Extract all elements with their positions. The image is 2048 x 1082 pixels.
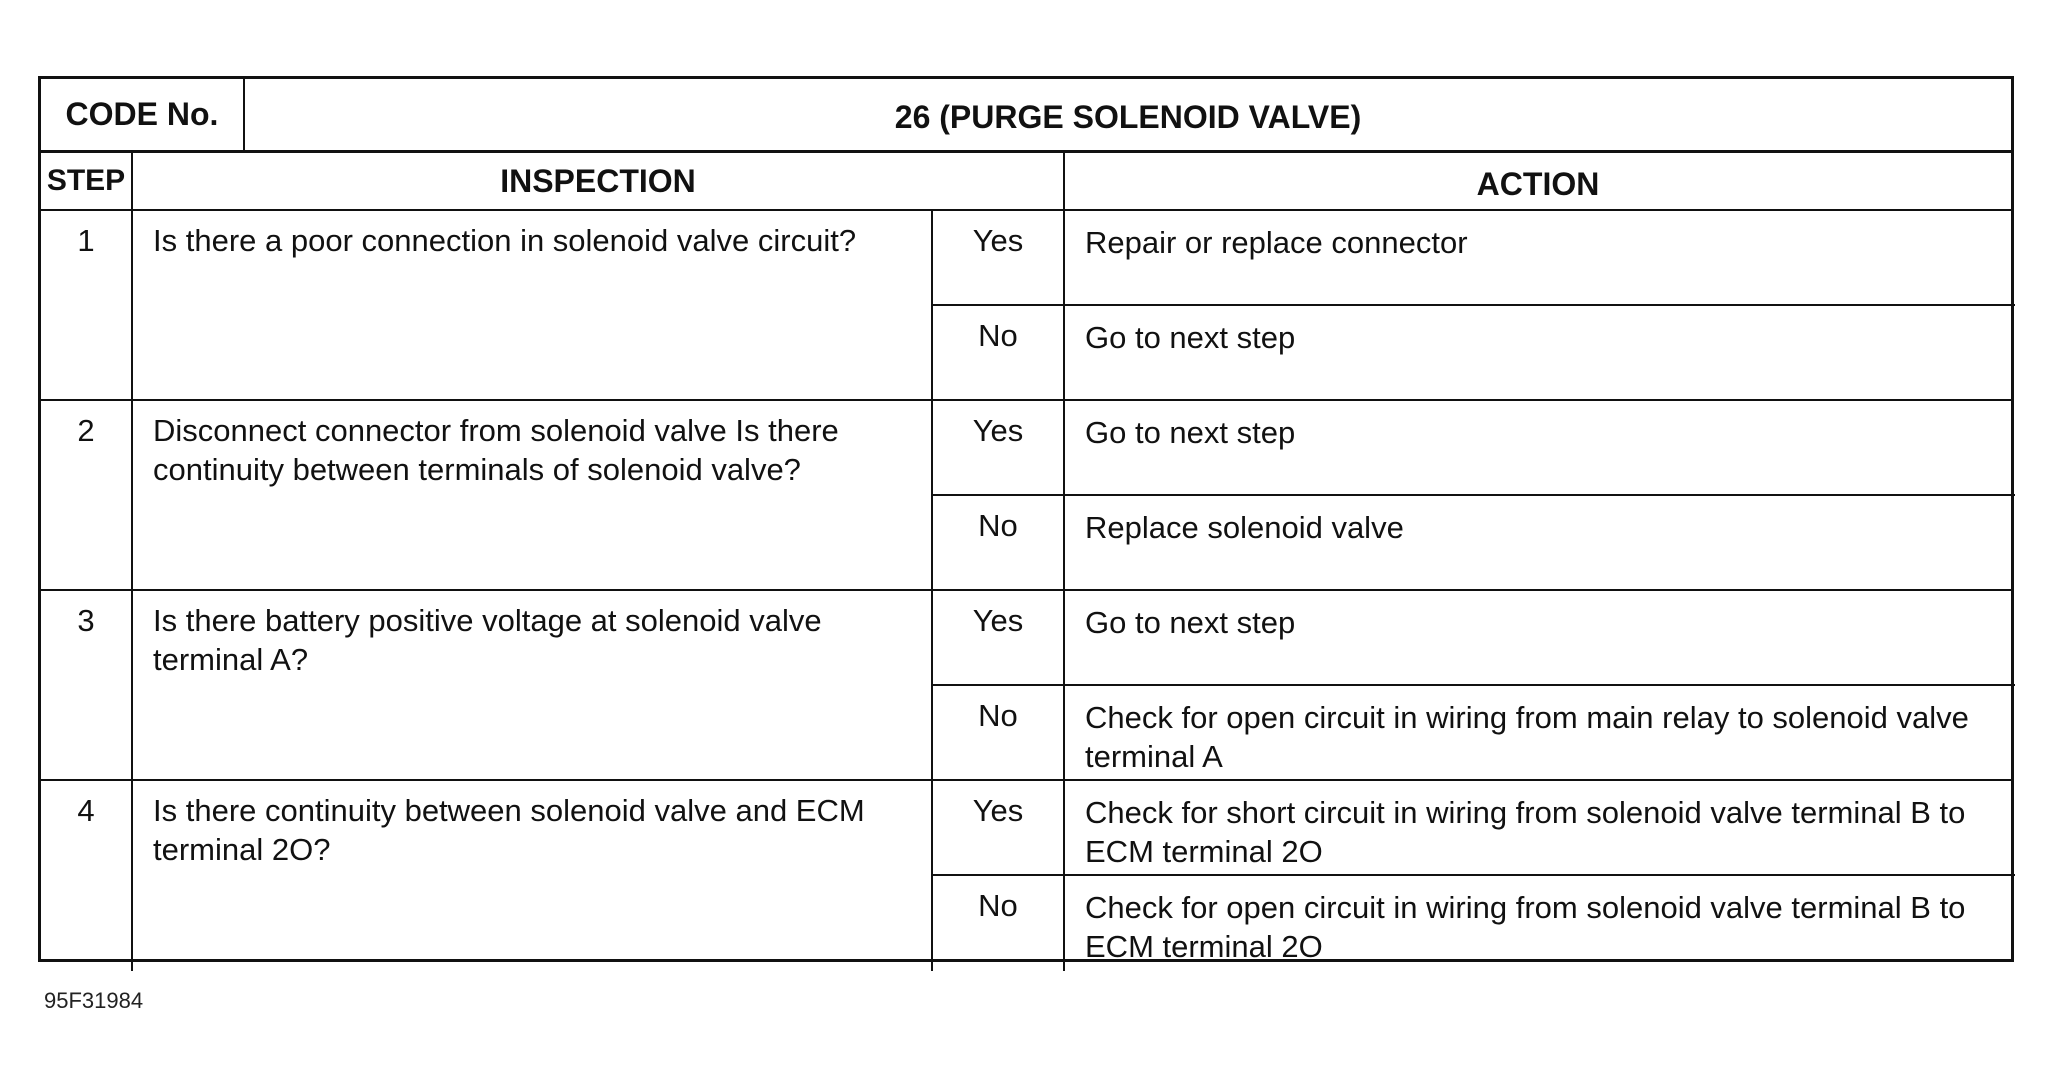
step-number: 3 [41,591,133,779]
figure-id: 95F31984 [44,988,144,1013]
no-label: No [933,306,1065,401]
yes-action: Repair or replace connector [1085,225,1468,260]
header-step: STEP [41,153,133,209]
yes-label: Yes [933,591,1065,684]
diagnostic-table [38,76,2014,962]
yes-branch [933,211,2015,306]
no-action: Check for open circuit in wiring from solenoid valve terminal B to ECM terminal 2O [1085,890,1966,964]
yes-branch [933,781,2015,876]
header-inspection: INSPECTION [133,153,1065,209]
yes-branch [933,401,2015,496]
header-action: ACTION [1476,165,1600,202]
step-inspection: Is there continuity between solenoid valve and ECM terminal 2O? [133,781,933,971]
no-branch [933,876,2015,971]
no-action: Go to next step [1085,320,1296,355]
no-branch [933,686,2015,781]
step-inspection: Disconnect connector from solenoid valve Is there continuity between terminals of solenoid valve? [133,401,933,589]
no-branch [933,496,2015,591]
yes-action: Go to next step [1085,415,1296,450]
yes-label: Yes [933,401,1065,494]
no-label: No [933,876,1065,971]
step-row [41,401,2011,591]
step-row [41,591,2011,781]
code-row [41,79,2011,153]
step-number: 1 [41,211,133,399]
yes-label: Yes [933,211,1065,304]
step-row [41,211,2011,401]
no-action: Replace solenoid valve [1085,510,1404,545]
no-label: No [933,496,1065,591]
step-number: 4 [41,781,133,971]
step-number: 2 [41,401,133,589]
step-inspection: Is there battery positive voltage at solenoid valve terminal A? [133,591,933,779]
step-row [41,781,2011,971]
yes-label: Yes [933,781,1065,874]
yes-action: Check for short circuit in wiring from solenoid valve terminal B to ECM terminal 2O [1085,795,1966,869]
no-action: Check for open circuit in wiring from main relay to solenoid valve terminal A [1085,700,1969,774]
yes-action: Go to next step [1085,605,1296,640]
header-row [41,153,2011,211]
code-label: CODE No. [41,79,245,150]
step-inspection: Is there a poor connection in solenoid valve circuit? [133,211,933,399]
yes-branch [933,591,2015,686]
no-label: No [933,686,1065,781]
code-value: 26 (PURGE SOLENOID VALVE) [894,99,1362,135]
no-branch [933,306,2015,401]
